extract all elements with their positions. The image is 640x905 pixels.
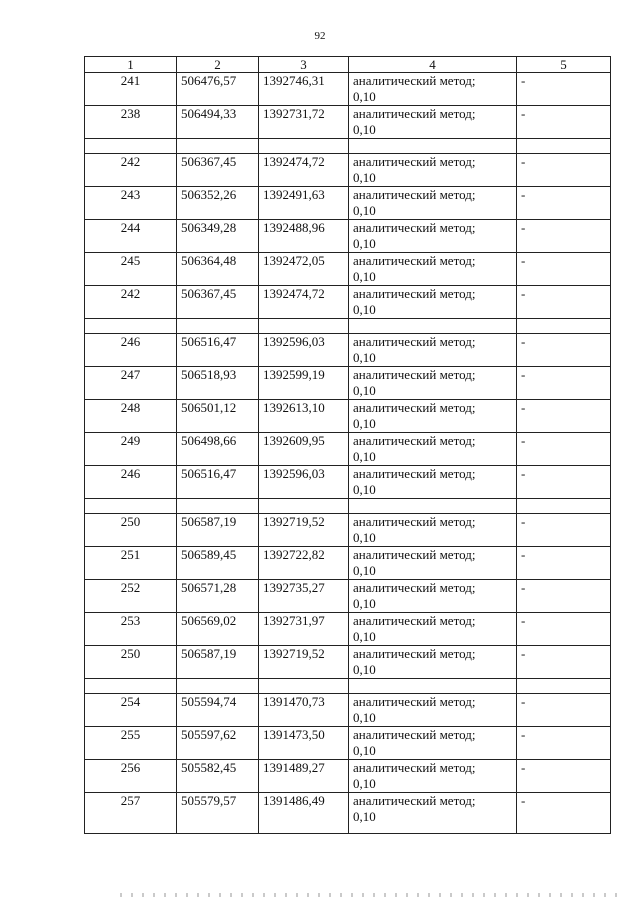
y-coordinate-cell: 1392472,05 bbox=[259, 253, 349, 286]
empty-cell bbox=[349, 499, 517, 514]
note-cell: - bbox=[517, 187, 611, 220]
note-cell: - bbox=[517, 106, 611, 139]
method-text: аналитический метод; bbox=[353, 220, 476, 235]
x-coordinate-cell: 506367,45 bbox=[177, 154, 259, 187]
table-row bbox=[85, 73, 611, 106]
method-text: аналитический метод; bbox=[353, 253, 476, 268]
point-number-cell: 246 bbox=[85, 334, 177, 367]
point-number-cell: 243 bbox=[85, 187, 177, 220]
y-coordinate-cell: 1391470,73 bbox=[259, 694, 349, 727]
y-coordinate-cell: 1392719,52 bbox=[259, 646, 349, 679]
y-coordinate-cell: 1392491,63 bbox=[259, 187, 349, 220]
empty-cell bbox=[259, 139, 349, 154]
method-cell bbox=[349, 793, 517, 834]
point-number-cell: 244 bbox=[85, 220, 177, 253]
accuracy-value: 0,10 bbox=[353, 629, 376, 644]
method-text: аналитический метод; bbox=[353, 433, 476, 448]
method-cell bbox=[349, 514, 517, 547]
note-cell: - bbox=[517, 580, 611, 613]
x-coordinate-cell: 506569,02 bbox=[177, 613, 259, 646]
column-header: 5 bbox=[517, 57, 611, 73]
x-coordinate-cell: 506367,45 bbox=[177, 286, 259, 319]
point-number-cell: 242 bbox=[85, 154, 177, 187]
spacer-row bbox=[85, 679, 611, 694]
method-text: аналитический метод; bbox=[353, 367, 476, 382]
accuracy-value: 0,10 bbox=[353, 809, 376, 824]
table-row bbox=[85, 760, 611, 793]
empty-cell bbox=[177, 319, 259, 334]
table-body bbox=[85, 73, 611, 834]
table-row bbox=[85, 694, 611, 727]
table-row bbox=[85, 646, 611, 679]
empty-cell bbox=[349, 139, 517, 154]
page-number: 92 bbox=[314, 30, 326, 42]
note-cell: - bbox=[517, 694, 611, 727]
note-cell: - bbox=[517, 334, 611, 367]
x-coordinate-cell: 506364,48 bbox=[177, 253, 259, 286]
method-cell bbox=[349, 334, 517, 367]
x-coordinate-cell: 506498,66 bbox=[177, 433, 259, 466]
method-cell bbox=[349, 580, 517, 613]
point-number-cell: 241 bbox=[85, 73, 177, 106]
x-coordinate-cell: 506589,45 bbox=[177, 547, 259, 580]
accuracy-value: 0,10 bbox=[353, 89, 376, 104]
accuracy-value: 0,10 bbox=[353, 662, 376, 677]
table-row bbox=[85, 580, 611, 613]
accuracy-value: 0,10 bbox=[353, 563, 376, 578]
method-cell bbox=[349, 466, 517, 499]
accuracy-value: 0,10 bbox=[353, 350, 376, 365]
empty-cell bbox=[517, 679, 611, 694]
table-row bbox=[85, 613, 611, 646]
accuracy-value: 0,10 bbox=[353, 383, 376, 398]
y-coordinate-cell: 1392474,72 bbox=[259, 154, 349, 187]
x-coordinate-cell: 506587,19 bbox=[177, 646, 259, 679]
method-cell bbox=[349, 646, 517, 679]
accuracy-value: 0,10 bbox=[353, 776, 376, 791]
x-coordinate-cell: 505582,45 bbox=[177, 760, 259, 793]
method-cell bbox=[349, 286, 517, 319]
point-number-cell: 253 bbox=[85, 613, 177, 646]
method-cell bbox=[349, 547, 517, 580]
table-row bbox=[85, 793, 611, 834]
spacer-row bbox=[85, 499, 611, 514]
note-cell: - bbox=[517, 466, 611, 499]
empty-cell bbox=[259, 499, 349, 514]
x-coordinate-cell: 505594,74 bbox=[177, 694, 259, 727]
table-row bbox=[85, 466, 611, 499]
point-number-cell: 250 bbox=[85, 514, 177, 547]
note-cell: - bbox=[517, 433, 611, 466]
scan-artifact bbox=[120, 893, 620, 897]
method-text: аналитический метод; bbox=[353, 187, 476, 202]
y-coordinate-cell: 1392722,82 bbox=[259, 547, 349, 580]
method-text: аналитический метод; bbox=[353, 106, 476, 121]
y-coordinate-cell: 1392609,95 bbox=[259, 433, 349, 466]
accuracy-value: 0,10 bbox=[353, 269, 376, 284]
point-number-cell: 254 bbox=[85, 694, 177, 727]
empty-cell bbox=[349, 679, 517, 694]
point-number-cell: 256 bbox=[85, 760, 177, 793]
table-row bbox=[85, 334, 611, 367]
empty-cell bbox=[349, 319, 517, 334]
accuracy-value: 0,10 bbox=[353, 302, 376, 317]
method-text: аналитический метод; bbox=[353, 727, 476, 742]
method-cell bbox=[349, 154, 517, 187]
note-cell: - bbox=[517, 613, 611, 646]
empty-cell bbox=[177, 139, 259, 154]
table-row bbox=[85, 106, 611, 139]
y-coordinate-cell: 1392613,10 bbox=[259, 400, 349, 433]
y-coordinate-cell: 1391486,49 bbox=[259, 793, 349, 834]
point-number-cell: 242 bbox=[85, 286, 177, 319]
note-cell: - bbox=[517, 73, 611, 106]
table-row bbox=[85, 727, 611, 760]
note-cell: - bbox=[517, 367, 611, 400]
method-text: аналитический метод; bbox=[353, 334, 476, 349]
method-cell bbox=[349, 613, 517, 646]
note-cell: - bbox=[517, 286, 611, 319]
table-row bbox=[85, 286, 611, 319]
note-cell: - bbox=[517, 400, 611, 433]
method-text: аналитический метод; bbox=[353, 793, 476, 808]
empty-cell bbox=[517, 139, 611, 154]
y-coordinate-cell: 1392731,72 bbox=[259, 106, 349, 139]
note-cell: - bbox=[517, 253, 611, 286]
x-coordinate-cell: 506518,93 bbox=[177, 367, 259, 400]
table-row bbox=[85, 514, 611, 547]
point-number-cell: 249 bbox=[85, 433, 177, 466]
empty-cell bbox=[177, 679, 259, 694]
x-coordinate-cell: 506501,12 bbox=[177, 400, 259, 433]
method-text: аналитический метод; bbox=[353, 613, 476, 628]
spacer-row bbox=[85, 319, 611, 334]
accuracy-value: 0,10 bbox=[353, 596, 376, 611]
empty-cell bbox=[177, 499, 259, 514]
method-text: аналитический метод; bbox=[353, 547, 476, 562]
table-row bbox=[85, 367, 611, 400]
method-cell bbox=[349, 253, 517, 286]
accuracy-value: 0,10 bbox=[353, 482, 376, 497]
y-coordinate-cell: 1392599,19 bbox=[259, 367, 349, 400]
empty-cell bbox=[517, 499, 611, 514]
point-number-cell: 246 bbox=[85, 466, 177, 499]
note-cell: - bbox=[517, 646, 611, 679]
method-text: аналитический метод; bbox=[353, 514, 476, 529]
column-header: 2 bbox=[177, 57, 259, 73]
table-row bbox=[85, 400, 611, 433]
empty-cell bbox=[85, 499, 177, 514]
accuracy-value: 0,10 bbox=[353, 530, 376, 545]
column-header: 4 bbox=[349, 57, 517, 73]
x-coordinate-cell: 506494,33 bbox=[177, 106, 259, 139]
note-cell: - bbox=[517, 727, 611, 760]
note-cell: - bbox=[517, 220, 611, 253]
method-cell bbox=[349, 73, 517, 106]
method-cell bbox=[349, 400, 517, 433]
y-coordinate-cell: 1391473,50 bbox=[259, 727, 349, 760]
accuracy-value: 0,10 bbox=[353, 449, 376, 464]
table-row bbox=[85, 154, 611, 187]
x-coordinate-cell: 506516,47 bbox=[177, 334, 259, 367]
method-text: аналитический метод; bbox=[353, 400, 476, 415]
method-cell bbox=[349, 760, 517, 793]
y-coordinate-cell: 1392596,03 bbox=[259, 466, 349, 499]
method-cell bbox=[349, 727, 517, 760]
note-cell: - bbox=[517, 514, 611, 547]
method-text: аналитический метод; bbox=[353, 286, 476, 301]
x-coordinate-cell: 506516,47 bbox=[177, 466, 259, 499]
y-coordinate-cell: 1391489,27 bbox=[259, 760, 349, 793]
accuracy-value: 0,10 bbox=[353, 743, 376, 758]
accuracy-value: 0,10 bbox=[353, 416, 376, 431]
note-cell: - bbox=[517, 547, 611, 580]
point-number-cell: 257 bbox=[85, 793, 177, 834]
x-coordinate-cell: 506587,19 bbox=[177, 514, 259, 547]
x-coordinate-cell: 506352,26 bbox=[177, 187, 259, 220]
method-text: аналитический метод; bbox=[353, 760, 476, 775]
column-header: 1 bbox=[85, 57, 177, 73]
table-row bbox=[85, 220, 611, 253]
method-cell bbox=[349, 367, 517, 400]
x-coordinate-cell: 506571,28 bbox=[177, 580, 259, 613]
point-number-cell: 250 bbox=[85, 646, 177, 679]
point-number-cell: 251 bbox=[85, 547, 177, 580]
table-row bbox=[85, 547, 611, 580]
x-coordinate-cell: 506476,57 bbox=[177, 73, 259, 106]
spacer-row bbox=[85, 139, 611, 154]
y-coordinate-cell: 1392474,72 bbox=[259, 286, 349, 319]
method-text: аналитический метод; bbox=[353, 694, 476, 709]
accuracy-value: 0,10 bbox=[353, 236, 376, 251]
y-coordinate-cell: 1392719,52 bbox=[259, 514, 349, 547]
point-number-cell: 247 bbox=[85, 367, 177, 400]
y-coordinate-cell: 1392596,03 bbox=[259, 334, 349, 367]
accuracy-value: 0,10 bbox=[353, 203, 376, 218]
y-coordinate-cell: 1392488,96 bbox=[259, 220, 349, 253]
point-number-cell: 252 bbox=[85, 580, 177, 613]
note-cell: - bbox=[517, 154, 611, 187]
empty-cell bbox=[259, 319, 349, 334]
table-row bbox=[85, 187, 611, 220]
method-cell bbox=[349, 694, 517, 727]
table-row bbox=[85, 253, 611, 286]
method-text: аналитический метод; bbox=[353, 154, 476, 169]
method-text: аналитический метод; bbox=[353, 466, 476, 481]
empty-cell bbox=[85, 319, 177, 334]
table-header-row bbox=[85, 57, 611, 73]
method-cell bbox=[349, 187, 517, 220]
empty-cell bbox=[85, 139, 177, 154]
point-number-cell: 238 bbox=[85, 106, 177, 139]
x-coordinate-cell: 505579,57 bbox=[177, 793, 259, 834]
empty-cell bbox=[85, 679, 177, 694]
point-number-cell: 248 bbox=[85, 400, 177, 433]
coordinates-table bbox=[84, 56, 611, 834]
accuracy-value: 0,10 bbox=[353, 710, 376, 725]
accuracy-value: 0,10 bbox=[353, 170, 376, 185]
x-coordinate-cell: 505597,62 bbox=[177, 727, 259, 760]
method-text: аналитический метод; bbox=[353, 646, 476, 661]
method-cell bbox=[349, 106, 517, 139]
y-coordinate-cell: 1392735,27 bbox=[259, 580, 349, 613]
y-coordinate-cell: 1392746,31 bbox=[259, 73, 349, 106]
method-text: аналитический метод; bbox=[353, 580, 476, 595]
empty-cell bbox=[517, 319, 611, 334]
column-header: 3 bbox=[259, 57, 349, 73]
method-cell bbox=[349, 220, 517, 253]
empty-cell bbox=[259, 679, 349, 694]
note-cell: - bbox=[517, 760, 611, 793]
accuracy-value: 0,10 bbox=[353, 122, 376, 137]
table-row bbox=[85, 433, 611, 466]
x-coordinate-cell: 506349,28 bbox=[177, 220, 259, 253]
method-cell bbox=[349, 433, 517, 466]
y-coordinate-cell: 1392731,97 bbox=[259, 613, 349, 646]
note-cell: - bbox=[517, 793, 611, 834]
point-number-cell: 255 bbox=[85, 727, 177, 760]
method-text: аналитический метод; bbox=[353, 73, 476, 88]
point-number-cell: 245 bbox=[85, 253, 177, 286]
